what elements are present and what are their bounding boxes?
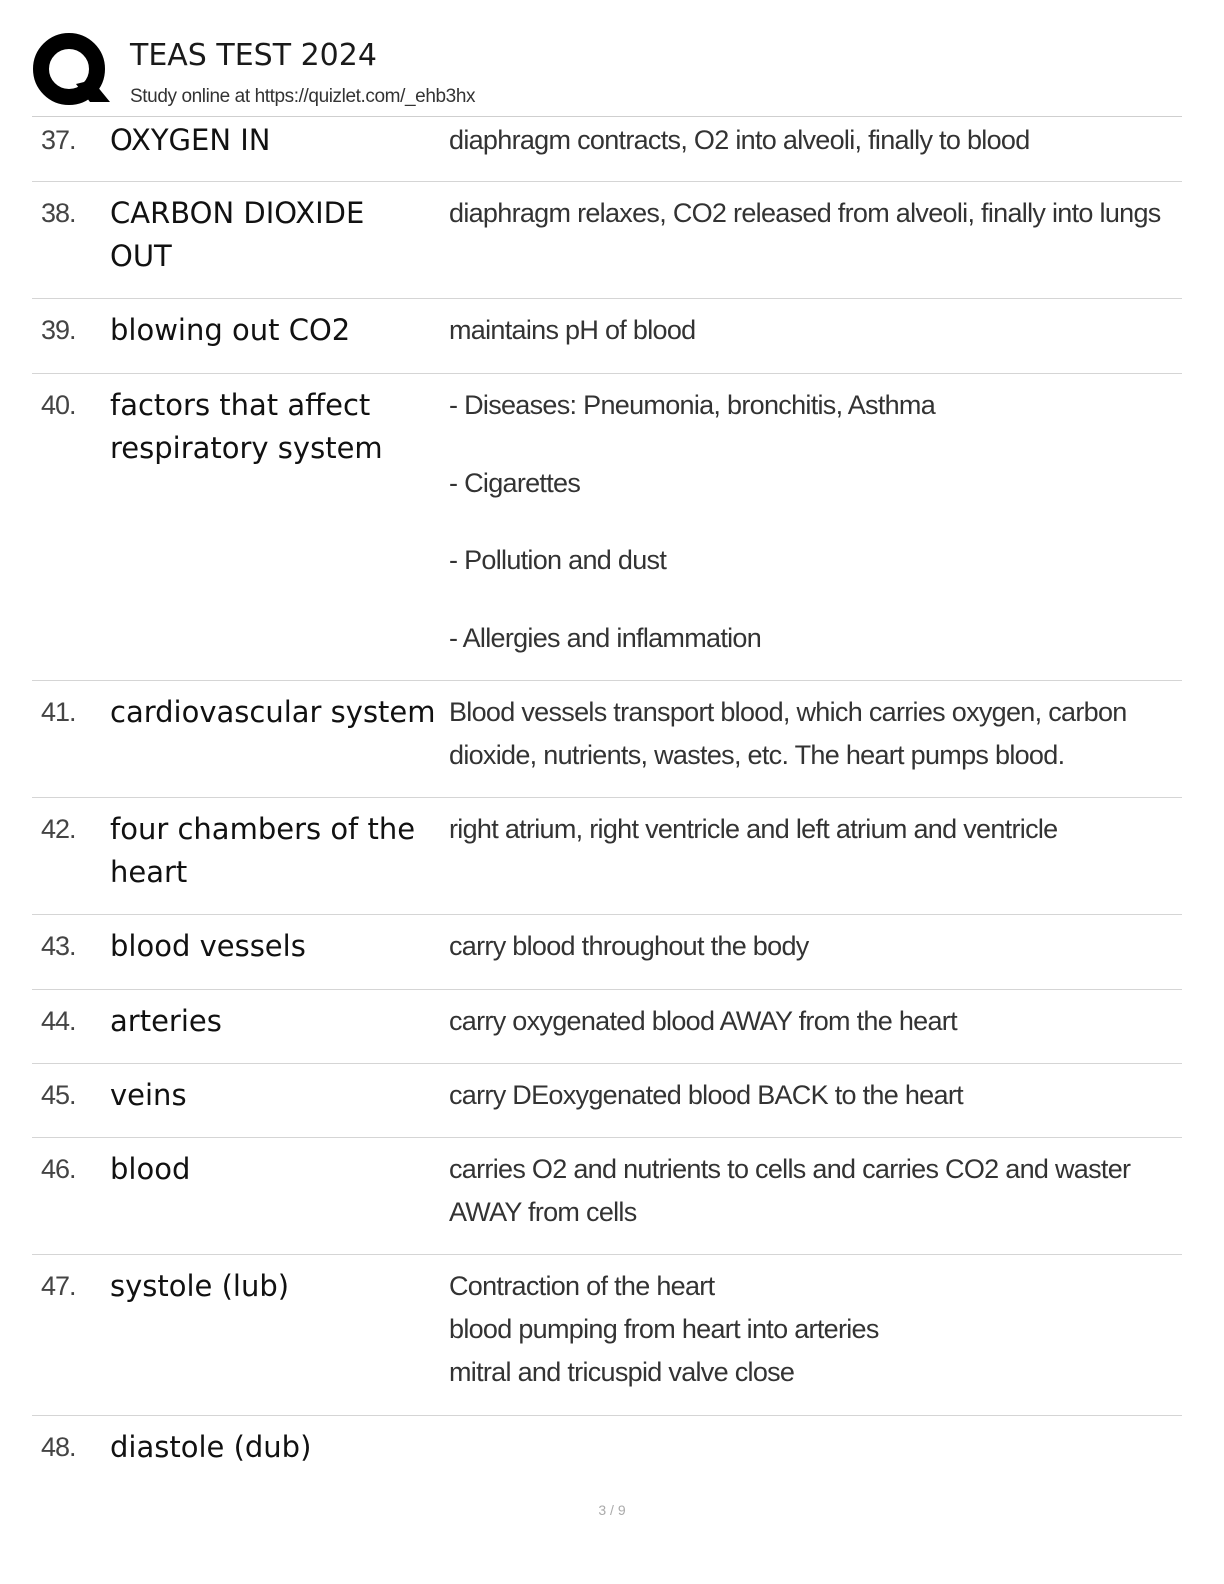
card-number: 43. [41, 931, 76, 961]
flashcard-row [32, 1138, 1182, 1255]
card-definition [449, 384, 1169, 660]
card-number: 45. [41, 1080, 76, 1110]
flashcard-row [32, 1255, 1182, 1416]
flashcard-row [32, 990, 1182, 1064]
definition-line: mitral and tricuspid valve close [449, 1357, 795, 1387]
definition-line: - Cigarettes [449, 467, 581, 498]
card-number: 41. [41, 697, 76, 727]
page-header [32, 32, 1182, 116]
definition-line: carry DEoxygenated blood BACK to the heart [449, 1080, 963, 1110]
definition-line: - Diseases: Pneumonia, bronchitis, Asthma [449, 390, 936, 420]
card-term: blood vessels [110, 929, 306, 963]
card-term: blood [110, 1152, 191, 1186]
page-number: 3 / 9 [598, 1502, 626, 1518]
flashcard-row [32, 299, 1182, 374]
definition-line: Blood vessels transport blood, which carries oxygen, carbon dioxide, nutrients, wastes, etc. The heart pumps blood. [449, 697, 1127, 770]
card-number: 48. [41, 1432, 76, 1462]
definition-line: Contraction of the heart [449, 1271, 715, 1301]
card-number: 47. [41, 1271, 76, 1301]
card-number: 44. [41, 1006, 76, 1036]
card-term-text: factors that affect respiratory system [110, 388, 383, 465]
card-term: four chambers of the heart [110, 812, 416, 889]
definition-line: carries O2 and nutrients to cells and carries CO2 and waster AWAY from cells [449, 1154, 1131, 1227]
flashcard-row [32, 1416, 1182, 1486]
definition-line: blood pumping from heart into arteries [449, 1314, 879, 1344]
card-definition [449, 691, 1169, 777]
card-term: systole (lub) [110, 1269, 290, 1303]
flashcard-row [32, 374, 1182, 681]
study-link[interactable]: Study online at https://quizlet.com/_ehb3hx [130, 86, 476, 107]
card-number: 37. [41, 125, 76, 155]
card-definition [449, 808, 1169, 851]
card-term [110, 384, 450, 470]
flashcard-row [32, 1064, 1182, 1138]
card-definition [449, 925, 1169, 968]
card-term: diastole (dub) [110, 1430, 312, 1464]
card-number: 38. [41, 198, 76, 228]
definition-line: - Pollution and dust [449, 545, 667, 575]
card-number: 39. [41, 315, 76, 345]
card-definition [449, 119, 1169, 162]
definition-line: right atrium, right ventricle and left atrium and ventricle [449, 814, 1058, 844]
definition-line: carry blood throughout the body [449, 931, 809, 961]
card-term: arteries [110, 1004, 222, 1038]
flashcard-row [32, 182, 1182, 299]
card-definition [449, 1000, 1169, 1043]
card-term: blowing out CO2 [110, 313, 351, 347]
card-definition [449, 309, 1169, 352]
flashcard-row [32, 117, 1182, 182]
card-definition [449, 192, 1169, 235]
definition-line: diaphragm contracts, O2 into alveoli, finally to blood [449, 125, 1030, 155]
definition-line: maintains pH of blood [449, 315, 696, 345]
definition-line: diaphragm relaxes, CO2 released from alveoli, finally into lungs [449, 198, 1161, 228]
flashcard-row [32, 915, 1182, 990]
card-definition [449, 1265, 1169, 1394]
definition-line: - Allergies and inflammation [449, 622, 762, 653]
page-title: TEAS TEST 2024 [130, 38, 377, 73]
card-definition [449, 1148, 1169, 1234]
card-term: CARBON DIOXIDE OUT [110, 196, 365, 273]
card-number: 42. [41, 814, 76, 844]
flashcard-list [32, 117, 1182, 1486]
card-definition [449, 1074, 1169, 1117]
quizlet-logo-icon [32, 32, 112, 112]
card-term: OXYGEN IN [110, 123, 271, 157]
card-term: cardiovascular system [110, 695, 436, 729]
flashcard-row [32, 798, 1182, 915]
card-number: 40. [41, 390, 76, 420]
definition-line: carry oxygenated blood AWAY from the heart [449, 1006, 957, 1036]
flashcard-row [32, 681, 1182, 798]
card-term: veins [110, 1078, 187, 1112]
card-number: 46. [41, 1154, 76, 1184]
